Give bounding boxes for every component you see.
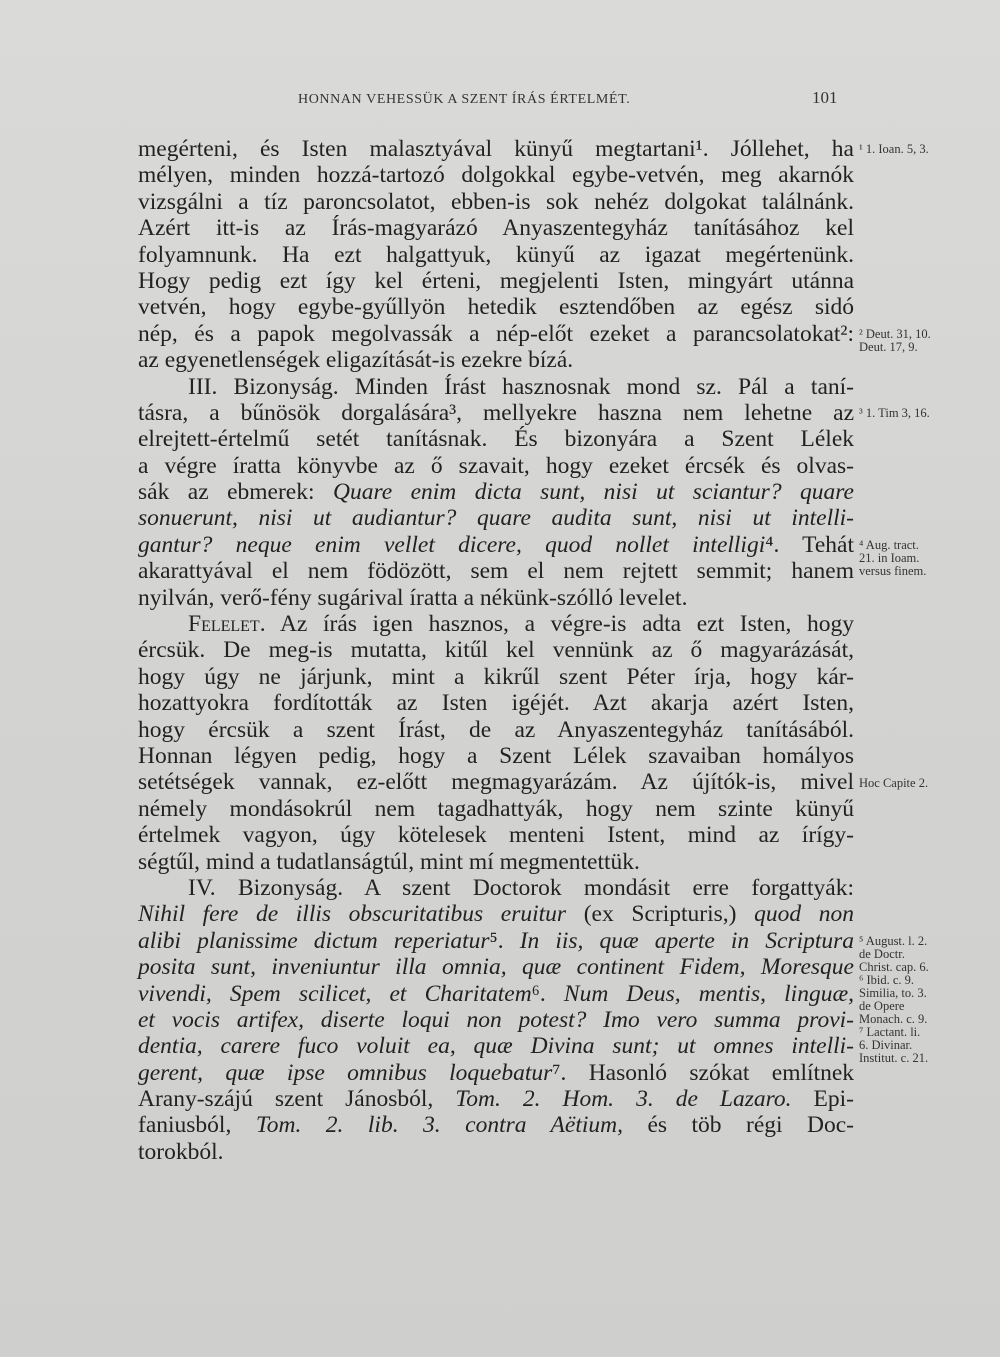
text-segment: hogy ércsük a szent Írást, de az Anyaszentegyház tanításából. [138, 716, 854, 743]
italic-text: vivendi, Spem scilicet, et Charitatem [138, 980, 532, 1007]
text-line [138, 321, 854, 347]
italic-text: gantur? neque enim vellet dicere, quod nollet intelligi [138, 531, 766, 558]
text-segment: III. Bizonyság. Minden Írást hasznosnak mond sz. Pál a taní- [188, 373, 854, 400]
text-line [138, 479, 854, 505]
text-line [138, 532, 854, 558]
text-segment: elrejtett-értelmű setét tanításnak. És bizonyára a Szent Lélek [138, 426, 854, 453]
text-line [138, 849, 854, 875]
italic-text: Quare enim dicta sunt, nisi ut sciantur? quare [332, 479, 854, 506]
text-segment: Azért itt-is az Írás-magyarázó Anyaszentegyház tanításához kel [138, 215, 854, 242]
text-line [138, 294, 854, 320]
italic-text: Num Deus, mentis, linguæ, [563, 980, 854, 1007]
text-line [138, 136, 854, 162]
text-segment: és töb régi Doc- [622, 1112, 854, 1139]
text-line [138, 1033, 854, 1059]
margin-note: ¹ 1. Ioan. 5, 3. [859, 142, 929, 156]
text-line [138, 822, 854, 848]
text-line [138, 796, 854, 822]
text-segment: ⁴. Tehát [765, 531, 855, 558]
italic-text: Tom. 2. lib. 3. contra Aëtium, [255, 1112, 623, 1139]
italic-text: sonuerunt, nisi ut audiantur? quare audita sunt, nisi ut intelli- [138, 505, 854, 532]
text-segment: faniusból, [138, 1112, 256, 1139]
text-line [138, 558, 854, 584]
text-segment: ⁶. [531, 980, 564, 1007]
text-line [138, 162, 854, 188]
text-segment: Honnan légyen pedig, hogy a Szent Lélek szavaiban homályos [138, 742, 854, 769]
text-line [138, 505, 854, 531]
text-segment: ségtűl, mind a tudatlanságtúl, mint mí megmentettük. [138, 848, 640, 875]
text-line [138, 1139, 854, 1165]
text-segment: Hogy pedig ezt így kel érteni, megjelenti Isten, mingyárt utánna [138, 267, 854, 294]
margin-note: ³ 1. Tim 3, 16. [859, 406, 930, 420]
page-number: 101 [812, 88, 838, 107]
body-text [138, 136, 854, 1165]
text-line [138, 611, 854, 637]
text-line [138, 637, 854, 663]
margin-note: Hoc Capite 2. [859, 775, 929, 790]
text-line [138, 690, 854, 716]
text-line [138, 268, 854, 294]
text-segment: nyilván, verő-fény sugárival íratta a nékünk-szólló levelet. [138, 584, 688, 611]
text-segment: nép, és a papok megolvassák a nép-előt ezeket a parancsolatokat²: [138, 320, 854, 347]
margin-note: ² Deut. 31, 10. Deut. 17, 9. [859, 326, 931, 354]
text-segment: Felelet [188, 611, 260, 638]
text-segment: tásra, a bűnösök dorgalására³, mellyekre haszna nem lehetne az [138, 399, 854, 426]
text-line [138, 453, 854, 479]
text-line [138, 215, 854, 241]
margin-notes [859, 0, 994, 1357]
text-segment: mélyen, minden hozzá-tartozó dolgokkal egybe-vetvén, meg akarnók [138, 162, 854, 189]
text-segment: (ex Scripturis,) [566, 901, 755, 928]
text-line [138, 743, 854, 769]
text-segment: folyamnunk. Ha ezt halgattyuk, künyű az igazat megértenünk. [138, 241, 854, 268]
text-line [138, 400, 854, 426]
text-line [138, 981, 854, 1007]
text-line [138, 717, 854, 743]
text-line [138, 1060, 854, 1086]
text-segment: IV. Bizonyság. A szent Doctorok mondásit erre forgattyák: [188, 874, 854, 901]
italic-text: et vocis artifex, diserte loqui non potest? Imo vero summa provi- [138, 1006, 854, 1033]
text-line [138, 928, 854, 954]
text-line [138, 954, 854, 980]
text-segment: értelmek vagyon, úgy kötelesek menteni Istent, mind az írígy- [138, 822, 854, 849]
italic-text: dentia, carere fuco voluit ea, quæ Divina sunt; ut omnes intelli- [138, 1033, 854, 1060]
margin-note: ⁴ Aug. tract. 21. in Ioam. versus finem. [859, 538, 927, 578]
italic-text: quod non [754, 901, 854, 928]
page-header [0, 88, 1000, 118]
text-segment: torokból. [138, 1138, 224, 1165]
margin-note: ⁵ August. l. 2. de Doctr. Christ. cap. 6. ⁶ Ibid. c. 9. Similia, to. 3. de Opere Monach. c. 9. ⁷ Lactant. li. 6. Divinar. Institut. c. 21. [859, 934, 929, 1065]
text-line [138, 374, 854, 400]
text-line [138, 426, 854, 452]
text-line [138, 664, 854, 690]
italic-text: Tom. 2. Hom. 3. de Lazaro. [455, 1086, 792, 1113]
running-head: HONNAN VEHESSÜK A SZENT ÍRÁS ÉRTELMÉT. [298, 92, 631, 107]
text-segment: ⁵. [489, 927, 520, 954]
text-segment: ércsük. De meg-is mutatta, kitűl kel vennünk az ő magyarázását, [138, 637, 854, 664]
text-line [138, 585, 854, 611]
text-segment: némely mondásokrúl nem tagadhattyák, hogy nem szinte künyű [138, 795, 854, 822]
text-segment: setétségek vannak, ez-előtt megmagyarázám. Az újítók-is, mivel [138, 769, 854, 796]
text-line [138, 875, 854, 901]
text-line [138, 242, 854, 268]
text-line [138, 901, 854, 927]
text-line [138, 1007, 854, 1033]
text-segment: vetvén, hogy egybe-gyűllyön hetedik esztendőben az egész sidó [138, 294, 854, 321]
text-line [138, 769, 854, 795]
text-segment: sák az ebmerek: [138, 479, 333, 506]
text-segment: akarattyával el nem födözött, sem el nem rejtett semmit; hanem [138, 558, 854, 585]
text-segment: . Az írás igen hasznos, a végre-is adta ezt Isten, hogy [259, 611, 854, 638]
text-segment: a végre íratta könyvbe az ő szavait, hogy ezeket ércsék és olvas- [138, 452, 854, 479]
text-segment: hozattyokra fordították az Isten igéjét. Azt akarja azért Isten, [138, 690, 854, 717]
italic-text: alibi planissime dictum reperiatur [138, 927, 490, 954]
text-line [138, 347, 854, 373]
text-segment: az egyenetlenségek eligazítását-is ezekre bízá. [138, 347, 574, 374]
italic-text: In iis, quæ aperte in Scriptura [519, 927, 855, 954]
text-segment: hogy úgy ne járjunk, mint a kikrűl szent Péter írja, hogy kár- [138, 663, 854, 690]
text-segment: ⁷. Hasonló szókat említnek [552, 1059, 855, 1086]
text-line [138, 189, 854, 215]
text-segment: megérteni, és Isten malasztyával künyű megtartani¹. Jóllehet, ha [138, 136, 854, 162]
text-line [138, 1086, 854, 1112]
text-line [138, 1112, 854, 1138]
text-segment: vizsgálni a tíz paroncsolatot, ebben-is sok nehéz dolgokat találnánk. [138, 188, 854, 215]
italic-text: posita sunt, inveniuntur illa omnia, quæ continent Fidem, Moresque [138, 954, 854, 981]
italic-text: Nihil fere de illis obscuritatibus eruitur [138, 901, 567, 928]
text-segment: Epi- [791, 1086, 855, 1113]
italic-text: gerent, quæ ipse omnibus loquebatur [138, 1059, 553, 1086]
text-segment: Arany-szájú szent Jánosból, [138, 1086, 456, 1113]
